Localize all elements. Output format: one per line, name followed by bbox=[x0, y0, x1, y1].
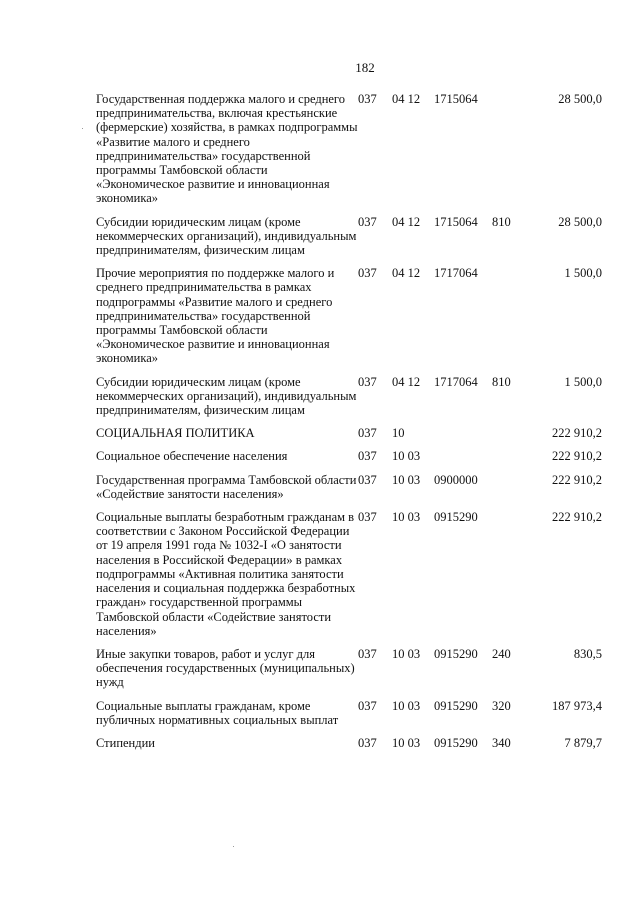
row-amount: 187 973,4 bbox=[552, 698, 602, 713]
row-target-code: 1715064 bbox=[434, 92, 478, 106]
table-row bbox=[96, 736, 602, 759]
row-ministry-code: 037 bbox=[358, 510, 377, 525]
row-expense-type: 320 bbox=[492, 698, 511, 713]
row-amount: 222 910,2 bbox=[552, 449, 602, 464]
row-name: Стипендии bbox=[96, 735, 155, 750]
row-name: Иные закупки товаров, работ и услуг для обеспечения государственных (муниципальных) нужд bbox=[96, 646, 355, 690]
row-section-code: 04 12 bbox=[392, 214, 421, 229]
row-ministry-code: 037 bbox=[358, 92, 377, 106]
row-section-code: 04 12 bbox=[392, 266, 421, 281]
row-amount: 222 910,2 bbox=[552, 426, 602, 441]
row-ministry-code: 037 bbox=[358, 266, 377, 281]
row-name: Социальные выплаты гражданам, кроме публичных нормативных социальных выплат bbox=[96, 698, 339, 727]
table-row bbox=[96, 215, 602, 267]
scan-speck bbox=[233, 846, 234, 847]
row-name: Социальное обеспечение населения bbox=[96, 449, 288, 464]
table-row bbox=[96, 92, 602, 215]
budget-table-body bbox=[96, 92, 602, 759]
row-expense-type: 340 bbox=[492, 735, 511, 750]
page-number: 182 bbox=[355, 60, 375, 75]
row-section-code: 04 12 bbox=[392, 374, 421, 389]
row-amount: 830,5 bbox=[573, 646, 602, 661]
row-expense-type bbox=[492, 266, 520, 374]
row-amount: 28 500,0 bbox=[558, 214, 602, 229]
row-amount: 7 879,7 bbox=[564, 735, 602, 750]
row-name: СОЦИАЛЬНАЯ ПОЛИТИКА bbox=[96, 426, 255, 441]
row-name: Прочие мероприятия по поддержке малого и среднего предпринимательства в рамках подпрограммы «Развитие малого и среднего предпринимательства» государственной программы Тамбовской области «Экономическое развитие и инновационная экономика» bbox=[96, 266, 335, 366]
table-row bbox=[96, 449, 602, 472]
row-target-code bbox=[434, 449, 492, 472]
row-expense-type bbox=[492, 510, 520, 647]
row-target-code: 0915290 bbox=[434, 510, 478, 525]
row-ministry-code: 037 bbox=[358, 214, 377, 229]
row-name: Социальные выплаты безработным гражданам в соответствии с Законом Российской Федерации от 19 апреля 1991 года № 1032-I «О занятости населения в Российской Федерации» в рамках подпрограммы «Активная политика занятости населения и социальная поддержка безработных граждан» государственной программы Тамбовской области «Содействие занятости населения» bbox=[96, 510, 356, 638]
row-expense-type: 810 bbox=[492, 214, 511, 229]
row-section-code: 10 03 bbox=[392, 735, 421, 750]
table-row bbox=[96, 510, 602, 647]
row-ministry-code: 037 bbox=[358, 426, 377, 441]
row-section-code: 10 03 bbox=[392, 510, 421, 525]
scan-speck bbox=[82, 128, 83, 129]
row-ministry-code: 037 bbox=[358, 472, 377, 487]
row-target-code bbox=[434, 426, 492, 449]
table-row bbox=[96, 699, 602, 736]
row-target-code: 0915290 bbox=[434, 646, 478, 661]
row-amount: 28 500,0 bbox=[558, 92, 602, 106]
table-row bbox=[96, 375, 602, 427]
table-row bbox=[96, 647, 602, 699]
row-section-code: 10 03 bbox=[392, 698, 421, 713]
row-section-code: 10 bbox=[392, 426, 405, 441]
row-section-code: 10 03 bbox=[392, 472, 421, 487]
row-amount: 1 500,0 bbox=[564, 266, 602, 281]
row-target-code: 0900000 bbox=[434, 472, 478, 487]
row-expense-type: 240 bbox=[492, 646, 511, 661]
row-ministry-code: 037 bbox=[358, 646, 377, 661]
row-target-code: 1717064 bbox=[434, 374, 478, 389]
row-name: Государственная программа Тамбовской области «Содействие занятости населения» bbox=[96, 472, 357, 501]
row-amount: 222 910,2 bbox=[552, 510, 602, 525]
row-expense-type bbox=[492, 92, 520, 215]
row-expense-type bbox=[492, 473, 520, 510]
table-row bbox=[96, 473, 602, 510]
row-target-code: 1717064 bbox=[434, 266, 478, 281]
row-expense-type: 810 bbox=[492, 374, 511, 389]
row-target-code: 1715064 bbox=[434, 214, 478, 229]
row-ministry-code: 037 bbox=[358, 449, 377, 464]
row-amount: 222 910,2 bbox=[552, 472, 602, 487]
row-ministry-code: 037 bbox=[358, 374, 377, 389]
row-name: Государственная поддержка малого и среднего предпринимательства, включая крестьянские (фермерские) хозяйства, в рамках подпрограммы «Развитие малого и среднего предпринимательства» государственной программы Тамбовской области «Экономическое развитие и инновационная экономика» bbox=[96, 92, 358, 206]
row-ministry-code: 037 bbox=[358, 735, 377, 750]
row-section-code: 04 12 bbox=[392, 92, 421, 106]
row-expense-type bbox=[492, 426, 520, 449]
row-target-code: 0915290 bbox=[434, 735, 478, 750]
row-ministry-code: 037 bbox=[358, 698, 377, 713]
row-section-code: 10 03 bbox=[392, 646, 421, 661]
row-amount: 1 500,0 bbox=[564, 374, 602, 389]
row-target-code: 0915290 bbox=[434, 698, 478, 713]
budget-table bbox=[96, 92, 602, 759]
table-row bbox=[96, 266, 602, 374]
table-row bbox=[96, 426, 602, 449]
row-expense-type bbox=[492, 449, 520, 472]
row-name: Субсидии юридическим лицам (кроме некоммерческих организаций), индивидуальным предпринимателям, физическим лицам bbox=[96, 214, 357, 258]
row-name: Субсидии юридическим лицам (кроме некоммерческих организаций), индивидуальным предпринимателям, физическим лицам bbox=[96, 374, 357, 418]
row-section-code: 10 03 bbox=[392, 449, 421, 464]
